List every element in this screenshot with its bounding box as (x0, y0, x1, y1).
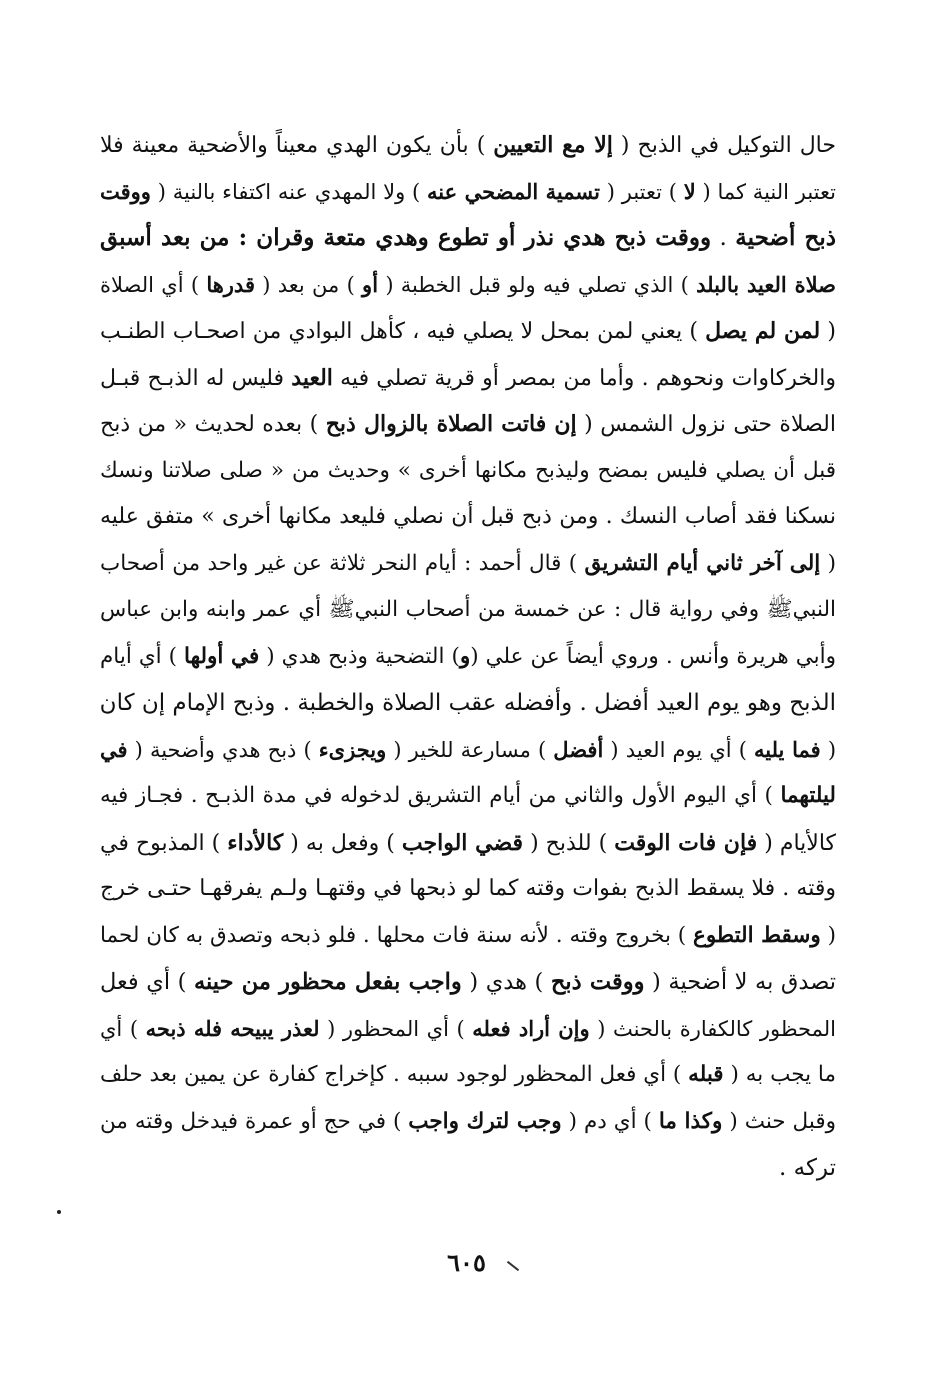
bold-matn-text: قدرها (206, 271, 255, 297)
text-line (100, 727, 836, 774)
bold-matn-text: صلاة العيد بالبلد (696, 271, 836, 297)
text-line (100, 1052, 836, 1099)
commentary-text: تصدق به لا أضحية ( (644, 969, 836, 995)
bold-matn-text: فإن فات الوقت (614, 829, 758, 856)
commentary-text: ) للذبح ( (523, 830, 615, 856)
bold-matn-text: و (459, 643, 471, 669)
commentary-text: . (711, 225, 736, 251)
text-line (100, 169, 836, 216)
bold-matn-text: وإن أراد فعله (472, 1015, 590, 1041)
bold-matn-text: لعذر يبيحه فله ذبحه (145, 1015, 320, 1041)
commentary-text: حال التوكيل في الذبح ( (612, 133, 836, 158)
bold-matn-text: واجب بفعل محظور من حينه (193, 969, 462, 995)
commentary-text: ) بأن يكون الهدي معيناً والأضحية معينة فلا (100, 133, 494, 158)
commentary-text: ما يجب به ( (723, 1062, 836, 1087)
bold-matn-text: لمن لم يصل (705, 318, 821, 344)
commentary-text: ) مسارعة للخير ( (386, 737, 554, 762)
bold-matn-text: ووقت (100, 178, 151, 204)
commentary-text: ) الذي تصلي فيه ولو قبل الخطبة ( (378, 272, 697, 297)
bold-matn-text: وجب لترك واجب (408, 1108, 562, 1134)
commentary-text: تركه . (779, 1155, 836, 1181)
bold-matn-text: وكذا ما (658, 1108, 723, 1134)
commentary-text: قبل أن يصلي فليس بمضح وليذبح مكانها أخرى » وحديث من « صلى صلاتنا ونسك (100, 457, 836, 483)
bold-matn-text: في (100, 736, 128, 762)
commentary-text: وقبل حنث ( (722, 1108, 836, 1134)
text-line (100, 680, 836, 727)
text-line (100, 866, 836, 913)
bold-matn-text: أو (362, 271, 379, 297)
commentary-text: وقته . فلا يسقط الذبح بفوات وقته كما لو ذبحها في وقتهـا ولـم يفرقهـا حتـى خرج (100, 876, 836, 901)
text-line (100, 215, 836, 262)
text-line (100, 401, 836, 448)
commentary-text: ) ولا المهدي عنه اكتفاء بالنية ( (150, 179, 428, 204)
bold-matn-text: ووقت ذبح هدي نذر أو تطوع وهدي متعة وقران : من بعد أسبق (100, 224, 712, 251)
text-line (100, 494, 836, 541)
bold-matn-text: العيد (291, 364, 333, 391)
commentary-text: كالأيام ( (757, 830, 836, 856)
commentary-text: ) أي اليوم الأول والثاني من أيام التشريق لدخوله في مدة الذبـح . فجـاز فيه (100, 783, 781, 808)
commentary-text: ) أي الصلاة (100, 272, 207, 297)
text-line (100, 959, 836, 1006)
text-line (100, 262, 836, 309)
bold-matn-text: إلا مع التعيين (493, 132, 613, 158)
bold-matn-text: إلى آخر ثاني أيام التشريق (584, 550, 821, 576)
commentary-text: ) قال أحمد : أيام النحر ثلاثة عن غير واحد من أصحاب (100, 550, 585, 576)
commentary-text: ) تعتبر ( (599, 179, 684, 204)
bold-matn-text: إن فاتت الصلاة بالزوال ذبح (325, 411, 577, 437)
commentary-text: ) ذبح هدي وأضحية ( (127, 737, 319, 762)
text-line (100, 773, 836, 820)
commentary-text: الذبح وهو يوم العيد أفضل . وأفضله عقب الصلاة والخطبة . وذبح الإمام إن كان (99, 690, 836, 716)
commentary-text: ) هدي ( (461, 969, 551, 995)
commentary-text: ) وفعل به ( (283, 830, 402, 856)
commentary-text: ) بعده لحديث « من ذبح (100, 412, 326, 437)
bold-matn-text: ويجزىء (318, 736, 387, 762)
commentary-text: ) أي أيام (100, 643, 185, 669)
commentary-text: ( (820, 737, 837, 762)
commentary-text: فليس له الذبـح قبـل (100, 365, 292, 391)
commentary-text: والخركاوات ونحوهم . وأما من بمصر أو قرية تصلي فيه (332, 365, 836, 391)
text-line (100, 820, 836, 867)
commentary-text: ) من بعد ( (255, 272, 363, 297)
commentary-text: ) أي دم ( (561, 1108, 659, 1134)
commentary-text: المحظور كالكفارة بالحنث ( (589, 1016, 836, 1041)
commentary-text: ) التضحية وذبح هدي ( (259, 643, 460, 669)
bold-matn-text: تسمية المضحي عنه (427, 178, 600, 204)
commentary-text: ) في حج أو عمرة فيدخل وقته من (100, 1108, 409, 1134)
commentary-text: تعتبر النية كما ( (695, 179, 836, 204)
commentary-text: وأبي هريرة وأنس . وروي أيضاً عن علي ( (470, 643, 836, 669)
commentary-text: ( (820, 922, 836, 948)
text-line (100, 1006, 836, 1053)
text-line (100, 1099, 836, 1146)
text-line (100, 587, 836, 634)
commentary-text: ) المذبوح في (100, 830, 228, 856)
commentary-text: النبيﷺ وفي رواية قال : عن خمسة من أصحاب النبيﷺ أي عمر وابنه وابن عباس (100, 597, 836, 622)
commentary-text: ) أي (100, 1016, 146, 1041)
commentary-text: نسكنا فقد أصاب النسك . ومن ذبح قبل أن نصلي فليعد مكانها أخرى » متفق عليه (100, 504, 836, 529)
text-line (100, 634, 836, 681)
commentary-text: ) أي فعل (100, 969, 194, 995)
commentary-text: ) بخروج وقته . لأنه سنة فات محلها . فلو ذبحه وتصدق به كان لحما (99, 922, 693, 948)
bold-matn-text: ذبح أضحية (735, 224, 836, 251)
bold-matn-text: فما يليه (754, 736, 821, 762)
text-line (100, 541, 836, 588)
commentary-text: ) أي يوم العيد ( (603, 737, 754, 762)
commentary-text: الصلاة حتى نزول الشمس ( (576, 412, 836, 437)
text-line (100, 308, 836, 355)
text-line (100, 1145, 836, 1192)
text-line (100, 355, 836, 402)
bold-matn-text: أفضل (553, 736, 604, 762)
bold-matn-text: ووقت ذبح (550, 969, 645, 995)
bold-matn-text: لا (683, 178, 696, 204)
commentary-text: ) أي فعل المحظور لوجود سببه . كإخراج كفارة عن يمين بعد حلف (100, 1062, 689, 1087)
page-number: ٦٠٥ (447, 1248, 486, 1277)
commentary-text: ) أي المحظور ( (319, 1016, 473, 1041)
text-line (100, 122, 836, 169)
commentary-text: ( (820, 550, 836, 576)
bold-matn-text: ليلتهما (780, 783, 836, 808)
commentary-text: ) يعني لمن بمحل لا يصلي فيه ، كأهل البوادي من اصحـاب الطنـب (100, 319, 706, 344)
bold-matn-text: قبله (688, 1062, 724, 1087)
text-line (100, 448, 836, 495)
bold-matn-text: وسقط التطوع (693, 922, 821, 948)
text-line (100, 913, 836, 960)
commentary-text: ( (820, 319, 836, 344)
bold-matn-text: قضي الواجب (401, 829, 524, 856)
stray-ink-dot (57, 1210, 61, 1214)
page-body-text (100, 122, 836, 1192)
bold-matn-text: كالأداء (227, 829, 284, 856)
bold-matn-text: في أولها (184, 643, 260, 669)
